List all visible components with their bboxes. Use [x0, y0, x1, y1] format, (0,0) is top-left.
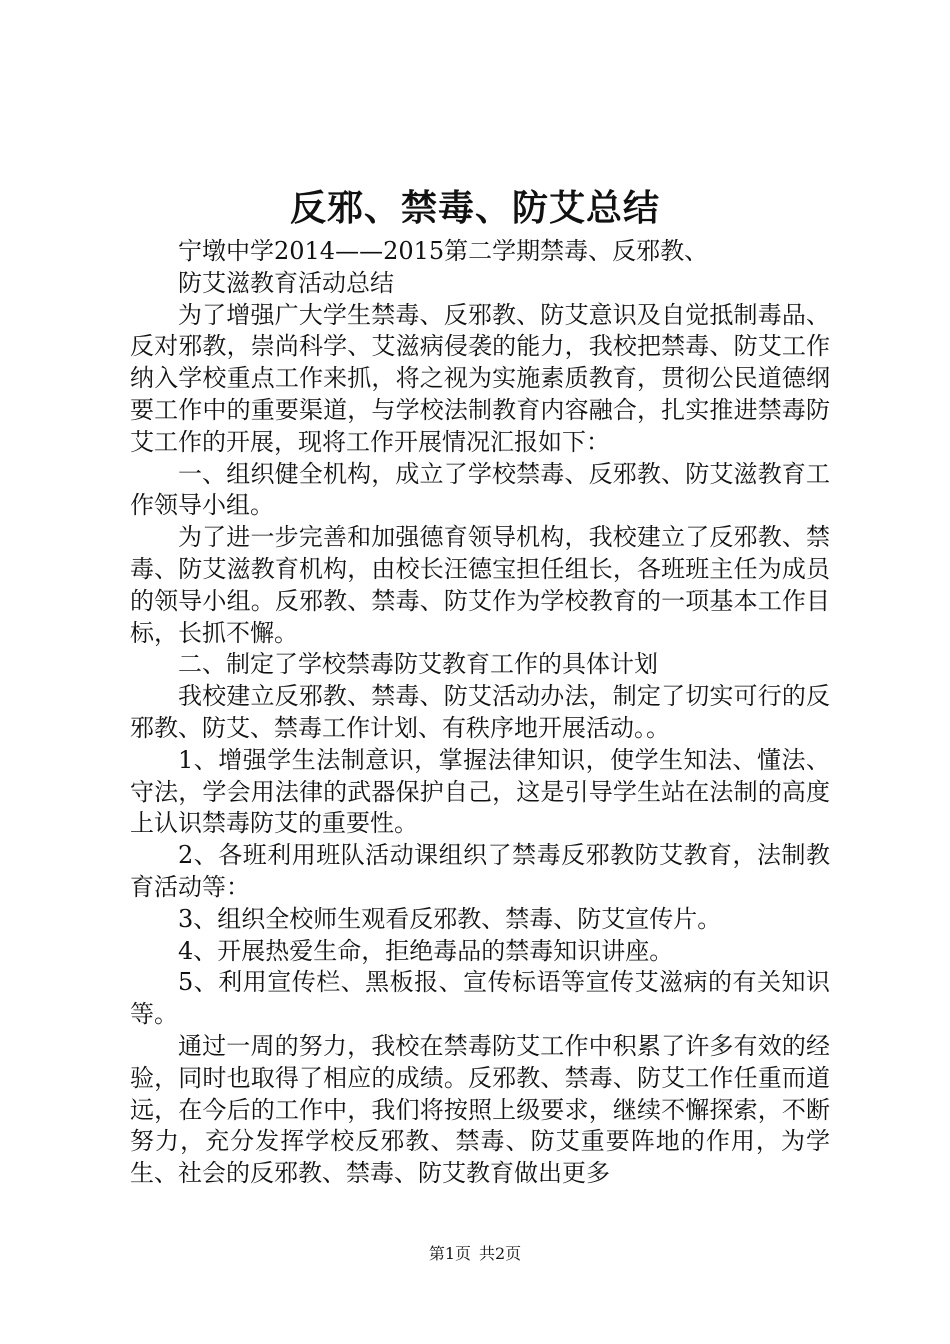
page-number-total: 共2页: [479, 1244, 522, 1263]
document-body: [130, 236, 830, 1190]
paragraph-section-1-body: 为了进一步完善和加强德育领导机构，我校建立了反邪教、禁毒、防艾滋教育机构，由校长汪德宝担任组长，各班班主任为成员的领导小组。反邪教、禁毒、防艾作为学校教育的一项基本工作目标，长抓不懈。: [130, 523, 830, 647]
subtitle-line-1: 宁墩中学2014——2015第二学期禁毒、反邪教、: [178, 237, 709, 265]
subtitle-line-2: 防艾滋教育活动总结: [178, 268, 394, 297]
list-item-1: 1、增强学生法制意识，掌握法律知识，使学生知法、懂法、守法，学会用法律的武器保护自己，这是引导学生站在法制的高度上认识禁毒防艾的重要性。: [130, 745, 830, 838]
list-item-4: 4、开展热爱生命，拒绝毒品的禁毒知识讲座。: [178, 936, 674, 965]
list-item-5: 5、利用宣传栏、黑板报、宣传标语等宣传艾滋病的有关知识等。: [130, 968, 830, 1029]
paragraph-section-2-body: 我校建立反邪教、禁毒、防艾活动办法，制定了切实可行的反邪教、防艾、禁毒工作计划、有秩序地开展活动。。: [130, 682, 830, 742]
list-item-2: 2、各班利用班队活动课组织了禁毒反邪教防艾教育，法制教育活动等：: [130, 841, 830, 901]
document-title: 反邪、禁毒、防艾总结: [289, 187, 660, 229]
paragraph-section-1-heading: 一、组织健全机构，成立了学校禁毒、反邪教、防艾滋教育工作领导小组。: [130, 459, 830, 520]
paragraph-conclusion: 通过一周的努力，我校在禁毒防艾工作中积累了许多有效的经验，同时也取得了相应的成绩。反邪教、禁毒、防艾工作任重而道远，在今后的工作中，我们将按照上级要求，继续不懈探索，不断努力，充分发挥学校反邪教、禁毒、防艾重要阵地的作用，为学生、社会的反邪教、禁毒、防艾教育做出更多: [130, 1031, 830, 1188]
paragraph-section-2-heading: 二、制定了学校禁毒防艾教育工作的具体计划: [178, 650, 658, 679]
page-number-current: 第1页: [428, 1244, 471, 1263]
paragraph-intro: 为了增强广大学生禁毒、反邪教、防艾意识及自觉抵制毒品、反对邪教，崇尚科学、艾滋病侵袭的能力，我校把禁毒、防艾工作纳入学校重点工作来抓，将之视为实施素质教育，贯彻公民道德纲要工作中的重要渠道，与学校法制教育内容融合，扎实推进禁毒防艾工作的开展，现将工作开展情况汇报如下：: [130, 300, 830, 456]
page-footer: [0, 1242, 950, 1266]
list-item-3: 3、组织全校师生观看反邪教、禁毒、防艾宣传片。: [178, 904, 722, 933]
